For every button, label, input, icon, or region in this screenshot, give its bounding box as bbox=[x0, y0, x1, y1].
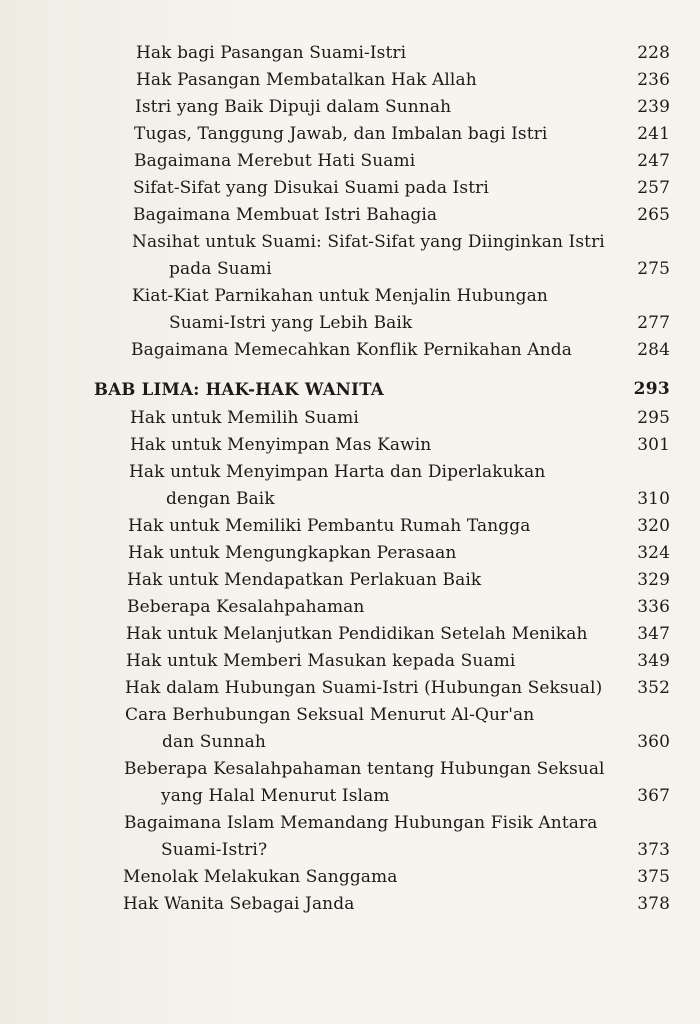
toc-entry bbox=[0, 67, 700, 94]
toc-entry-title: Sifat-Sifat yang Disukai Suami pada Istri bbox=[133, 178, 489, 198]
toc-entry bbox=[0, 175, 700, 202]
toc-entry bbox=[0, 567, 700, 594]
toc-entry-title-continued: pada Suami bbox=[169, 259, 272, 279]
toc-entry-title: Tugas, Tanggung Jawab, dan Imbalan bagi Istri bbox=[134, 124, 548, 144]
toc-entry-page: 320 bbox=[637, 516, 670, 536]
toc-entry-title: Beberapa Kesalahpahaman bbox=[127, 597, 365, 617]
toc-entry-title: Istri yang Baik Dipuji dalam Sunnah bbox=[135, 97, 452, 117]
toc-entry-page: 329 bbox=[637, 570, 670, 590]
toc-entry-title: Nasihat untuk Suami: Sifat-Sifat yang Diinginkan Istri bbox=[132, 232, 605, 252]
toc-entry-title: Bagaimana Islam Memandang Hubungan Fisik Antara bbox=[124, 813, 598, 833]
toc-entry bbox=[0, 229, 700, 283]
toc-entry-title: Bagaimana Membuat Istri Bahagia bbox=[133, 205, 438, 225]
toc-entry-page: 295 bbox=[637, 408, 670, 428]
toc-entry-page: 349 bbox=[637, 651, 670, 671]
toc-entry-title: Beberapa Kesalahpahaman tentang Hubungan Seksual bbox=[124, 759, 605, 779]
toc-entry-page: 347 bbox=[637, 624, 670, 644]
toc-entry-page: 324 bbox=[637, 543, 670, 563]
toc-entry-title: Hak untuk Melanjutkan Pendidikan Setelah Menikah bbox=[126, 624, 588, 644]
toc-entry-page: 310 bbox=[637, 489, 670, 509]
chapter-heading bbox=[0, 376, 700, 403]
toc-entry-page: 236 bbox=[637, 70, 670, 90]
chapter-title: BAB LIMA: HAK-HAK WANITA bbox=[94, 380, 384, 399]
toc-entry-title: Hak untuk Memilih Suami bbox=[130, 408, 359, 428]
toc-entry-title: Hak untuk Mengungkapkan Perasaan bbox=[128, 543, 457, 563]
toc-entry bbox=[0, 148, 700, 175]
toc-entry bbox=[0, 864, 700, 891]
toc-entry-page: 277 bbox=[637, 313, 670, 333]
toc-entry-title: Hak dalam Hubungan Suami-Istri (Hubungan Seksual) bbox=[125, 678, 603, 698]
toc-entry-title: Hak untuk Menyimpan Mas Kawin bbox=[130, 435, 432, 455]
toc-entry bbox=[0, 94, 700, 121]
toc-entry-title: Hak Pasangan Membatalkan Hak Allah bbox=[136, 70, 477, 90]
toc-entry-page: 301 bbox=[637, 435, 670, 455]
toc-entry-page: 373 bbox=[637, 840, 670, 860]
toc-entry-page: 275 bbox=[637, 259, 670, 279]
toc-entry-title-continued: yang Halal Menurut Islam bbox=[161, 786, 390, 806]
toc-entry bbox=[0, 432, 700, 459]
toc-entry bbox=[0, 675, 700, 702]
table-of-contents bbox=[0, 40, 700, 918]
toc-entry bbox=[0, 648, 700, 675]
toc-entry bbox=[0, 594, 700, 621]
toc-entry-title: Hak untuk Memberi Masukan kepada Suami bbox=[126, 651, 516, 671]
toc-entry-page: 367 bbox=[637, 786, 670, 806]
toc-entry bbox=[0, 459, 700, 513]
toc-entry-title: Menolak Melakukan Sanggama bbox=[123, 867, 398, 887]
toc-entry bbox=[0, 702, 700, 756]
toc-entry-title: Hak bagi Pasangan Suami-Istri bbox=[136, 43, 407, 63]
toc-entry bbox=[0, 513, 700, 540]
toc-entry-page: 336 bbox=[637, 597, 670, 617]
toc-entry-page: 284 bbox=[637, 340, 670, 360]
toc-entry bbox=[0, 891, 700, 918]
toc-entry-title: Hak Wanita Sebagai Janda bbox=[123, 894, 355, 914]
toc-entry-page: 241 bbox=[637, 124, 670, 144]
toc-entry-title-continued: dan Sunnah bbox=[162, 732, 266, 752]
toc-entry-page: 360 bbox=[637, 732, 670, 752]
toc-entry-title-continued: Suami-Istri? bbox=[161, 840, 268, 860]
toc-entry bbox=[0, 121, 700, 148]
toc-entry-page: 375 bbox=[637, 867, 670, 887]
toc-entry-page: 247 bbox=[637, 151, 670, 171]
toc-entry bbox=[0, 40, 700, 67]
toc-entry-title: Hak untuk Memiliki Pembantu Rumah Tangga bbox=[128, 516, 531, 536]
toc-entry-page: 228 bbox=[637, 43, 670, 63]
toc-entry-page: 257 bbox=[637, 178, 670, 198]
toc-entry-title: Bagaimana Memecahkan Konflik Pernikahan Anda bbox=[131, 340, 572, 360]
toc-entry-title-continued: dengan Baik bbox=[166, 489, 275, 509]
chapter-page: 293 bbox=[633, 379, 670, 399]
toc-entry bbox=[0, 405, 700, 432]
toc-entry bbox=[0, 283, 700, 337]
toc-entry-title: Hak untuk Menyimpan Harta dan Diperlakukan bbox=[129, 462, 546, 482]
toc-entry-title: Kiat-Kiat Parnikahan untuk Menjalin Hubungan bbox=[132, 286, 548, 306]
toc-entry-title: Cara Berhubungan Seksual Menurut Al-Qur'an bbox=[125, 705, 535, 725]
toc-entry bbox=[0, 756, 700, 810]
toc-entry bbox=[0, 337, 700, 364]
toc-entry-page: 378 bbox=[637, 894, 670, 914]
toc-entry-title-continued: Suami-Istri yang Lebih Baik bbox=[169, 313, 413, 333]
toc-entry-page: 352 bbox=[637, 678, 670, 698]
toc-entry-page: 239 bbox=[637, 97, 670, 117]
toc-entry-title: Bagaimana Merebut Hati Suami bbox=[134, 151, 416, 171]
toc-entry-title: Hak untuk Mendapatkan Perlakuan Baik bbox=[127, 570, 482, 590]
toc-entry bbox=[0, 540, 700, 567]
toc-entry-page: 265 bbox=[637, 205, 670, 225]
toc-entry bbox=[0, 810, 700, 864]
toc-entry bbox=[0, 621, 700, 648]
toc-entry bbox=[0, 202, 700, 229]
